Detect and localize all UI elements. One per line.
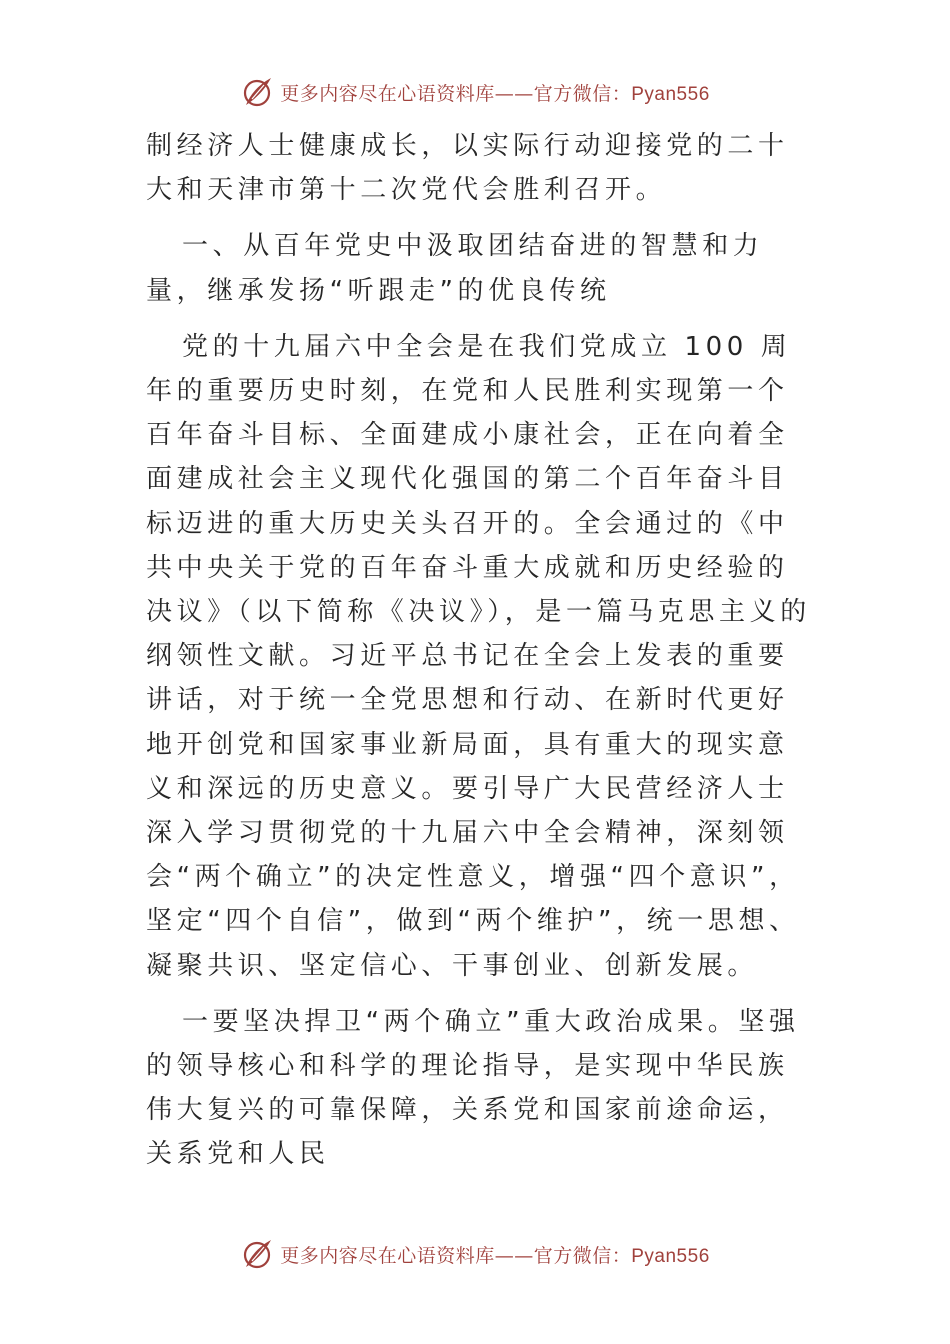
footer-banner-text — [280, 1241, 710, 1268]
header-banner-separator: —— — [494, 82, 534, 105]
footer-banner-title: 更多内容尽在心语资料库 — [280, 1244, 495, 1267]
document-body — [146, 124, 816, 1189]
header-banner-title: 更多内容尽在心语资料库 — [280, 82, 495, 105]
header-wechat-account: Pyan556 — [631, 83, 710, 105]
feather-pen-logo-icon — [240, 75, 274, 109]
feather-pen-logo-icon — [240, 1237, 274, 1271]
section-heading: 一、从百年党史中汲取团结奋进的智慧和力量，继承发扬“听跟走”的优良传统 — [146, 231, 764, 306]
footer-wechat-label: 官方微信： — [533, 1244, 632, 1267]
paragraph-plenary-session: 党的十九届六中全会是在我们党成立 100 周年的重要历史时刻，在党和人民胜利实现第一个百年奋斗目标、全面建成小康社会，正在向着全面建成社会主义现代化强国的第二个百年奋斗目标迈进的重大历史关头召开的。全会通过的《中共中央关于党的百年奋斗重大成就和历史经验的决议》（以下简称《决议》），是一篇马克思主义的纲领性文献。习近平总书记在全会上发表的重要讲话，对于统一全党思想和行动、在新时代更好地开创党和国家事业新局面，具有重大的现实意义和深远的历史意义。要引导广大民营经济人士深入学习贯彻党的十九届六中全会精神，深刻领会“两个确立”的决定性意义，增强“四个意识”，坚定“四个自信”，做到“两个维护”，统一思想、凝聚共识、坚定信心、干事创业、创新发展。 — [146, 331, 811, 981]
header-banner-text — [280, 79, 710, 106]
header-banner — [0, 72, 950, 112]
footer-banner — [0, 1234, 950, 1274]
footer-banner-separator: —— — [494, 1244, 534, 1267]
footer-wechat-account: Pyan556 — [631, 1245, 710, 1267]
paragraph-continuation: 制经济人士健康成长，以实际行动迎接党的二十大和天津市第十二次党代会胜利召开。 — [146, 131, 789, 206]
header-wechat-label: 官方微信： — [533, 82, 632, 105]
paragraph-two-establishments: 一要坚决捍卫“两个确立”重大政治成果。坚强的领导核心和科学的理论指导，是实现中华民族伟大复兴的可靠保障，关系党和国家前途命运，关系党和人民 — [146, 1006, 800, 1170]
